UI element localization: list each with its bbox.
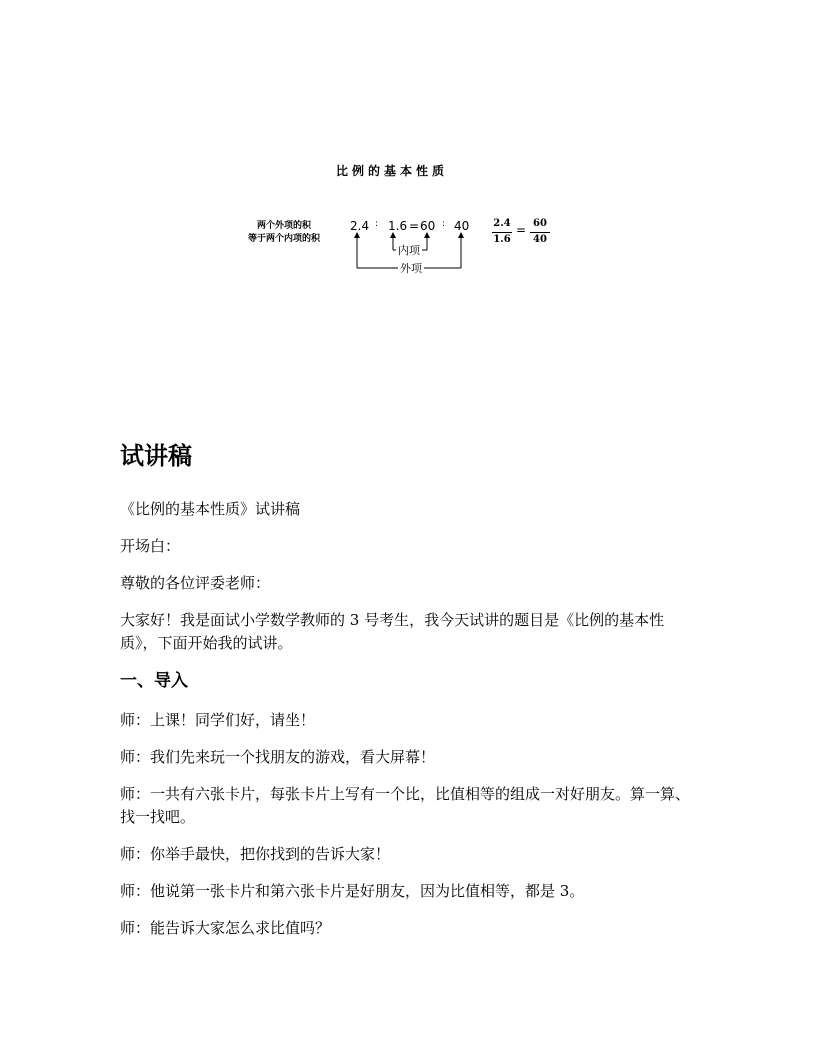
fraction-right-bar [530, 232, 550, 233]
outer-terms-label: 外项 [400, 262, 422, 275]
equals-sign: = [409, 219, 420, 233]
section-heading-intro: 一、导入 [120, 671, 188, 691]
self-introduction: 大家好！我是面试小学数学教师的 3 号考生，我今天试讲的题目是《比例的基本性质》，下面开始我的试讲。 [120, 611, 665, 652]
dialogue-line: 师：能告诉大家怎么求比值吗？ [120, 919, 331, 937]
term-a: 2.4 [350, 219, 370, 233]
lesson-title-line: 《比例的基本性质》试讲稿 [120, 500, 301, 518]
document-title: 试讲稿 [120, 442, 192, 470]
fraction-left-denominator: 1.6 [493, 234, 511, 245]
dialogue-line: 师：我们先来玩一个找朋友的游戏，看大屏幕！ [120, 748, 436, 766]
dialogue-line: 师：上课！同学们好，请坐！ [120, 711, 316, 729]
fraction-left-numerator: 2.4 [493, 218, 511, 229]
dialogue-line: 师：一共有六张卡片，每张卡片上写有一个比，比值相等的组成一对好朋友。算一算、找一找吧。 [120, 785, 691, 826]
fraction-left-bar [492, 232, 512, 233]
inner-terms-label: 内项 [398, 244, 420, 257]
dialogue-line: 师：你举手最快，把你找到的告诉大家！ [120, 845, 391, 863]
rule-line-2: 等于两个内项的积 [247, 234, 320, 244]
term-b: 1.6 [388, 219, 408, 233]
dialogue-line: 师：他说第一张卡片和第六张卡片是好朋友，因为比值相等，都是 3。 [120, 882, 585, 900]
term-d: 40 [454, 219, 470, 233]
diagram-title: 比例的基本性质 [335, 164, 448, 178]
rule-line-1: 两个外项的积 [256, 221, 311, 231]
document-body [120, 440, 700, 954]
salutation: 尊敬的各位评委老师： [120, 574, 271, 592]
fraction-right [530, 218, 550, 246]
fraction-right-numerator: 60 [533, 218, 547, 229]
ratio-colon-1: : [375, 219, 379, 229]
fraction-left [492, 218, 512, 246]
term-c: 60 [420, 219, 436, 233]
fraction-right-denominator: 40 [533, 234, 547, 245]
opening-label: 开场白： [120, 537, 181, 555]
proportion-diagram [0, 0, 816, 300]
fraction-equals-sign: = [516, 223, 527, 237]
ratio-colon-2: : [442, 219, 446, 229]
